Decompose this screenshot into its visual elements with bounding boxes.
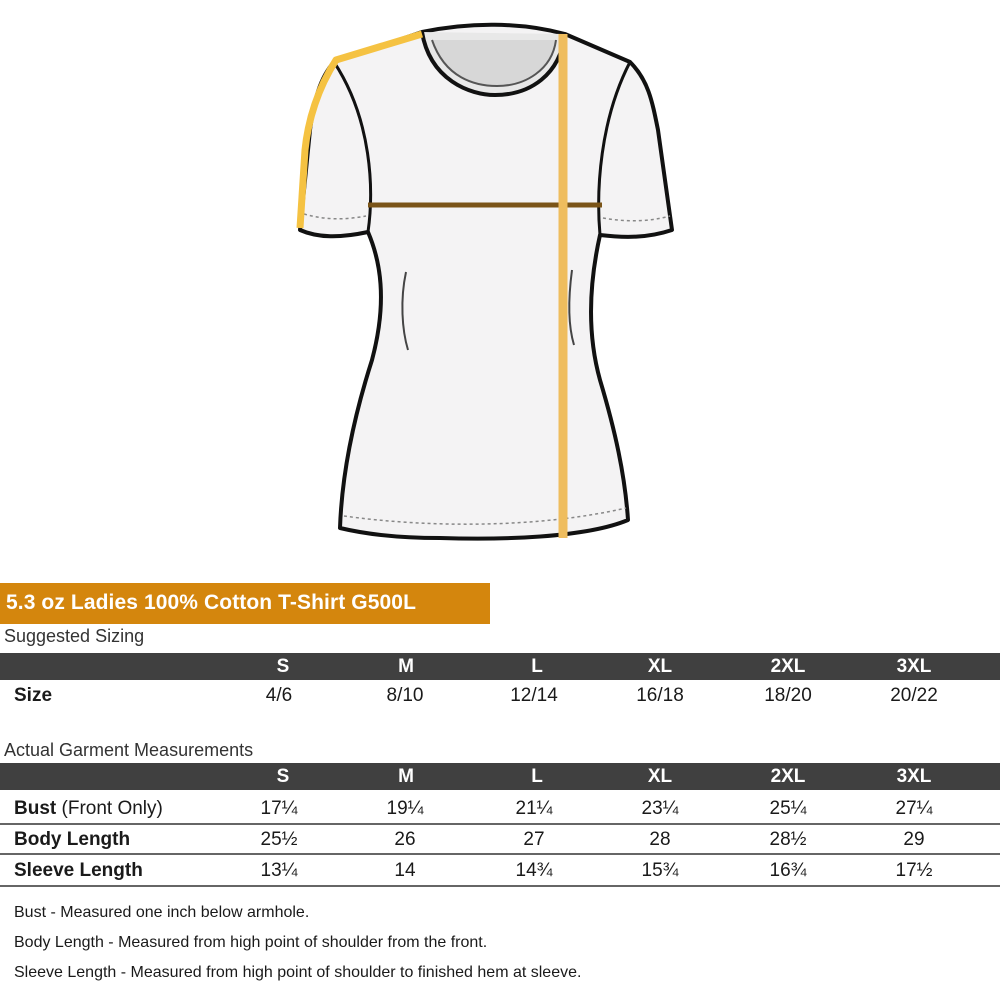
body-length-value-3xl: 29 [903, 829, 925, 850]
size-header-l: L [531, 656, 543, 677]
size-value-m: 8/10 [386, 685, 424, 706]
sleeve-length-value-l: 14¾ [515, 860, 553, 881]
sleeve-length-value-3xl: 17½ [895, 860, 933, 881]
measure-header-3xl: 3XL [896, 766, 932, 787]
bust-value-s: 17¼ [260, 798, 298, 819]
sleeve-length-row [0, 856, 1000, 886]
bust-row [0, 794, 1000, 824]
note-body-length: Body Length - Measured from high point of shoulder from the front. [14, 934, 488, 951]
size-row-label: Size [14, 685, 53, 706]
size-value-3xl: 20/22 [890, 685, 938, 706]
body-length-value-m: 26 [394, 829, 416, 850]
row-divider [0, 885, 1000, 887]
size-header-2xl: 2XL [770, 656, 806, 677]
measure-header-l: L [531, 766, 543, 787]
size-value-l: 12/14 [510, 685, 558, 706]
size-header-3xl: 3XL [896, 656, 932, 677]
note-sleeve-length: Sleeve Length - Measured from high point of shoulder to finished hem at sleeve. [14, 964, 582, 981]
measure-header-s: S [276, 766, 290, 787]
sleeve-length-value-m: 14 [394, 860, 416, 881]
bust-value-l: 21¼ [515, 798, 553, 819]
bust-value-m: 19¼ [386, 798, 424, 819]
size-value-2xl: 18/20 [764, 685, 812, 706]
measurements-header [0, 763, 1000, 790]
size-value-s: 4/6 [265, 685, 293, 706]
bust-value-3xl: 27¼ [895, 798, 933, 819]
row-divider [0, 853, 1000, 855]
sleeve-length-value-2xl: 16¾ [769, 860, 807, 881]
bust-row-label: Bust (Front Only) [14, 798, 163, 819]
body-length-value-l: 27 [523, 829, 545, 850]
size-header-m: M [398, 656, 414, 677]
product-title-bar [0, 583, 490, 624]
sleeve-length-value-xl: 15¾ [641, 860, 679, 881]
bust-value-xl: 23¼ [641, 798, 679, 819]
measure-header-xl: XL [647, 766, 673, 787]
sleeve-length-value-s: 13¼ [260, 860, 298, 881]
body-length-row [0, 825, 1000, 855]
body-length-value-xl: 28 [649, 829, 671, 850]
bust-value-2xl: 25¼ [769, 798, 807, 819]
tshirt-illustration [300, 25, 672, 539]
body-length-value-s: 25½ [260, 829, 298, 850]
measure-header-2xl: 2XL [770, 766, 806, 787]
product-title: 5.3 oz Ladies 100% Cotton T-Shirt G500L [6, 591, 416, 614]
suggested-sizing-label: Suggested Sizing [4, 626, 145, 646]
body-length-value-2xl: 28½ [769, 829, 807, 850]
note-bust: Bust - Measured one inch below armhole. [14, 904, 310, 921]
sleeve-length-row-label: Sleeve Length [14, 860, 143, 881]
size-header-s: S [276, 656, 290, 677]
size-row [0, 681, 1000, 711]
measurements-label: Actual Garment Measurements [4, 740, 254, 760]
size-header-xl: XL [647, 656, 673, 677]
body-length-row-label: Body Length [14, 829, 131, 850]
suggested-sizing-header [0, 653, 1000, 680]
measure-header-m: M [398, 766, 414, 787]
size-value-xl: 16/18 [636, 685, 684, 706]
